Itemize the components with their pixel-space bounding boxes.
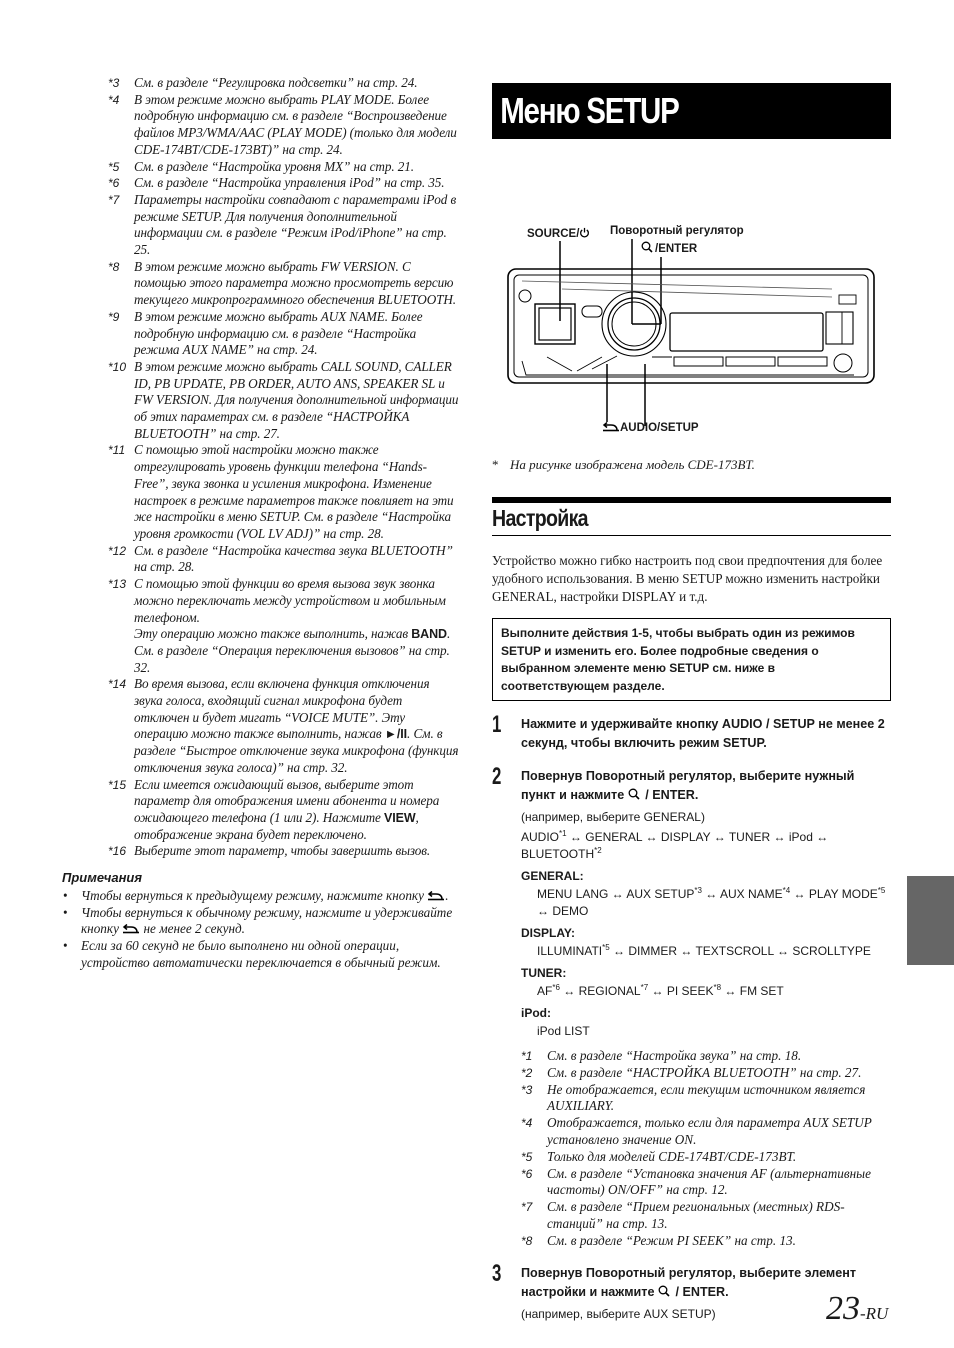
step-example: (например, выберите AUX SETUP): [521, 1306, 716, 1321]
footnote-ref: *6: [552, 983, 560, 992]
footnote: [521, 1233, 891, 1250]
footnote-text: Если имеется ожидающий вызов, выберите этот параметр для отображения имени абонента и номера ожидающего телефона (1 или 2). Нажмите VIEW, отображение экрана будет переключено.: [134, 776, 440, 842]
note-text: Чтобы вернуться к обычному режиму, нажмите и удерживайте кнопку не менее 2 секунд.: [81, 904, 453, 937]
notes-title: Примечания: [62, 870, 143, 886]
menu-group: [521, 1005, 891, 1040]
footnote-text: См. в разделе “Регулировка подсветки” на стр. 24.: [134, 75, 418, 90]
footnote-marker: *10: [108, 359, 127, 374]
footnote: [60, 359, 460, 443]
footnote-text: С помощью этой функции во время вызова звук звонка можно переключать между устройством и мобильным телефоном. Эту операцию можно также выполнить, нажав BAND. См. в разделе “Операция переключения вызовов” на стр. 32.: [134, 576, 451, 675]
footnote: [521, 1149, 891, 1166]
footnote-ref: *7: [640, 983, 649, 992]
footnote-marker: *2: [521, 1065, 533, 1080]
footnote-ref: *4: [782, 886, 791, 895]
step-1: [492, 711, 891, 753]
search-icon: [641, 241, 655, 253]
footnote-text: В этом режиме можно выбрать FW VERSION. С помощью этого параметра можно просмотреть версию текущего микропрограммного обеспечения BLUETOOTH.: [134, 258, 456, 308]
menu-groups: [521, 868, 891, 1040]
instruction-box: Выполните действия 1-5, чтобы выбрать один из режимов SETUP и изменить его. Более подробные сведения о выбранном элементе меню SETUP см. ниже в соответствующем разделе.: [492, 618, 891, 701]
footnote-marker: *1: [521, 1049, 533, 1063]
note-item: [60, 905, 460, 938]
return-icon: [427, 891, 445, 901]
power-icon: [579, 227, 590, 238]
footnote-marker: *16: [108, 844, 127, 859]
footnote: [60, 159, 460, 176]
footnote: [60, 175, 460, 192]
footnote-text: См. в разделе “Режим PI SEEK” на стр. 13.: [547, 1232, 796, 1248]
footnote-ref: *5: [602, 943, 610, 952]
side-tab: [907, 876, 954, 965]
footnote-text: См. в разделе “Настройка качества звука BLUETOOTH” на стр. 28.: [134, 542, 453, 575]
head-unit-drawing: [492, 139, 891, 439]
footnote-text: См. в разделе “Установка значения AF (альтернативные частоты) ON/OFF” на стр. 12.: [547, 1165, 871, 1198]
step-number: 3: [492, 1259, 502, 1287]
menu-group-label: TUNER:: [521, 966, 567, 980]
enter-label: /ENTER: [641, 241, 697, 255]
footnote-marker: *6: [108, 176, 120, 191]
page-title: Меню SETUP: [500, 90, 679, 131]
footnote: [60, 192, 460, 259]
section-title: Настройка: [492, 505, 588, 531]
menu-group-items: iPod LIST: [537, 1024, 590, 1038]
footnote: [60, 259, 460, 309]
footnote: [60, 843, 460, 860]
search-icon: [628, 788, 642, 800]
footnote-marker: *14: [108, 677, 127, 692]
footnote: [60, 777, 460, 844]
footnote: [60, 309, 460, 359]
footnote-marker: *3: [108, 76, 120, 90]
footnote-marker: *3: [521, 1082, 533, 1097]
search-icon: [658, 1285, 672, 1297]
notes-list: [60, 888, 460, 972]
bullet: •: [63, 938, 68, 954]
section-rule-top: [492, 497, 891, 503]
menu-group-label: GENERAL:: [521, 869, 584, 883]
footnote-text: Параметры настройки совпадают с параметрами iPod в режиме SETUP. Для получения дополнительной информации см. в разделе “Режим iPod/iPhone” на стр. 25.: [134, 191, 457, 258]
step-heading: Повернув Поворотный регулятор, выберите элемент настройки и нажмите / ENTER.: [521, 1265, 857, 1299]
step-example: (например, выберите GENERAL): [521, 810, 705, 824]
footnote-text: Только для моделей CDE-174BT/CDE-173BT.: [547, 1148, 797, 1164]
step-number: 1: [492, 711, 502, 738]
page-title-bar: [492, 83, 891, 139]
note-item: [60, 938, 460, 971]
footnote-marker: *5: [521, 1149, 533, 1164]
footnote-text: См. в разделе “Настройка уровня MX” на стр. 21.: [134, 158, 414, 174]
footnote: [60, 543, 460, 576]
footnote: [60, 676, 460, 776]
footnote: [60, 75, 460, 92]
return-icon: [122, 924, 140, 934]
footnote-ref: *8: [713, 983, 722, 992]
footnote-marker: *6: [521, 1166, 533, 1181]
footnote: [60, 92, 460, 159]
footnote-ref: *3: [694, 886, 702, 895]
footnote-text: См. в разделе “Настройка звука” на стр. 18.: [547, 1048, 802, 1063]
step-heading: Нажмите и удерживайте кнопку AUDIO / SETUP не менее 2 секунд, чтобы включить режим SETUP.: [521, 717, 885, 750]
menu-chain: AUDIO$^{*1}$ ↔ GENERAL ↔ DISPLAY ↔ TUNER ↔ iPod ↔ BLUETOOTH$^{*2}$: [521, 829, 829, 861]
footnote-ref: *2: [594, 846, 602, 855]
footnote: [521, 1082, 891, 1116]
footnote-marker: *9: [108, 309, 120, 324]
button-name: ►/II: [384, 727, 408, 742]
footnote-marker: *8: [521, 1233, 533, 1248]
audio-setup-label: AUDIO/SETUP: [602, 422, 699, 434]
menu-group-items: ILLUMINATI$^{*5}$ ↔ DIMMER ↔ TEXTSCROLL ↔ SCROLLTYPE: [537, 943, 871, 958]
footnote-marker: *7: [521, 1200, 533, 1215]
footnote-text: Во время вызова, если включена функция отключения звука голоса, входящий сигнал микрофона будет отключен и будет мигать “VOICE MUTE”. Эту операцию можно также выполнить, нажав ►/II. См. в разделе “Быстрое отключение звука микрофона (функция отключения звука голоса)” на стр. 32.: [134, 676, 459, 775]
menu-group-items: AF$^{*6}$ ↔ REGIONAL$^{*7}$ ↔ PI SEEK$^{*8}$ ↔ FM SET: [537, 983, 784, 998]
footnote-text: Отображается, только если для параметра AUX SETUP установлено значение ON.: [547, 1115, 872, 1147]
step-footnotes: [521, 1048, 891, 1250]
footnote-marker: *5: [108, 159, 120, 174]
source-label: SOURCE/: [527, 227, 590, 240]
footnote: [521, 1115, 891, 1149]
menu-group: [521, 868, 891, 920]
menu-group-label: DISPLAY:: [521, 926, 576, 940]
footnote: [521, 1048, 891, 1065]
menu-group-items: MENU LANG ↔ AUX SETUP$^{*3}$ ↔ AUX NAME$^{*4}$ ↔ PLAY MODE$^{*5}$ ↔ DEMO: [537, 886, 886, 918]
section-intro: Устройство можно гибко настроить под свои предпочтения для более удобного использования. В меню SETUP можно изменить настройки GENERAL, настройки DISPLAY и т.д.: [492, 553, 883, 604]
note-text: Если за 60 секунд не было выполнено ни одной операции, устройство автоматически переключается в обычный режим.: [81, 938, 441, 970]
footnote-text: В этом режиме можно выбрать AUX NAME. Более подробную информацию см. в разделе “Настройка режима AUX NAME” на стр. 24.: [134, 308, 423, 358]
footnote: [60, 442, 460, 542]
step-2: [492, 763, 891, 1250]
button-name: VIEW: [384, 810, 416, 825]
right-column: [492, 83, 891, 1323]
footnote-ref: *1: [559, 829, 567, 838]
footnote: [521, 1065, 891, 1082]
footnote-text: В этом режиме можно выбрать PLAY MODE. Более подробную информацию см. в разделе “Воспроизведение файлов MP3/WMA/AAC (PLAY MODE) (только для модели CDE-174BT/CDE-173BT)” на стр. 24.: [134, 91, 457, 157]
footnote-marker: *13: [108, 577, 127, 592]
step-heading: Повернув Поворотный регулятор, выберите нужный пункт и нажмите / ENTER.: [521, 769, 855, 802]
return-icon: [602, 422, 620, 432]
step-number: 2: [492, 763, 502, 790]
footnote-marker: *8: [108, 259, 120, 274]
bullet: •: [63, 904, 68, 920]
rotary-label: Поворотный регулятор: [610, 225, 744, 237]
device-diagram: [492, 139, 891, 439]
footnote-ref: *5: [877, 886, 886, 895]
left-column: [60, 75, 460, 972]
footnote-list: [60, 75, 460, 860]
footnote-text: Выберите этот параметр, чтобы завершить вызов.: [134, 843, 431, 859]
footnote: [521, 1199, 891, 1233]
footnote-text: В этом режиме можно выбрать CALL SOUND, CALLER ID, PB UPDATE, PB ORDER, AUTO ANS, SPEAKER SL и FW VERSION. Для получения дополнительной информации об этих параметрах см. в разделе “НАСТРОЙКА BLUETOOTH” на стр. 27.: [134, 358, 459, 441]
page-number: 23-RU: [826, 1290, 889, 1327]
footnote-marker: *15: [108, 777, 127, 792]
note-item: [60, 888, 460, 905]
menu-group: [521, 965, 891, 1000]
footnote-text: С помощью этой настройки можно также отрегулировать уровень функции телефона “Hands-Free”, звука звонка и усиления микрофона. Изменение настроек в режиме параметров также повлияет на эти же настройки в меню SETUP. См. в разделе “Настройка уровня громкости (VOL LV ADJ)” на стр. 28.: [134, 442, 454, 541]
menu-group: [521, 925, 891, 960]
footnote-text: См. в разделе “Настройка управления iPod” на стр. 35.: [134, 175, 445, 191]
menu-group-label: iPod:: [521, 1006, 551, 1020]
section-rule-bottom: [492, 535, 891, 536]
footnote-text: См. в разделе “НАСТРОЙКА BLUETOOTH” на стр. 27.: [547, 1064, 862, 1080]
button-name: BAND: [411, 627, 447, 642]
note-text: Чтобы вернуться к предыдущему режиму, нажмите кнопку .: [81, 888, 449, 904]
footnote: [521, 1166, 891, 1200]
bullet: •: [63, 888, 68, 904]
footnote-marker: *4: [108, 92, 120, 107]
figure-caption: * На рисунке изображена модель CDE-173BT.: [492, 457, 755, 472]
footnote-text: См. в разделе “Прием региональных (местных) RDS-станций” на стр. 13.: [547, 1199, 845, 1231]
footnote: [60, 576, 460, 676]
footnote-text: Не отображается, если текущим источником является AUXILIARY.: [547, 1081, 866, 1114]
footnote-marker: *7: [108, 192, 120, 207]
footnote-marker: *4: [521, 1116, 533, 1131]
footnote-marker: *12: [108, 543, 127, 558]
footnote-marker: *11: [108, 443, 126, 458]
